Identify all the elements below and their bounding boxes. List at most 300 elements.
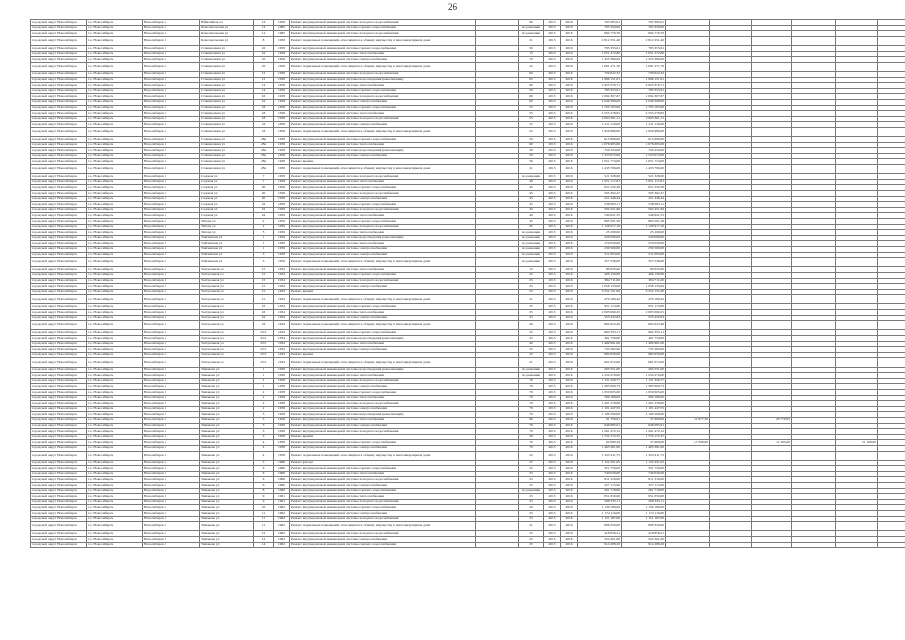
table-cell: Новосибирск г — [143, 389, 200, 395]
table-cell: Ремонт внутридомовой инженерной системы водоотведения (канализации) — [290, 367, 476, 373]
table-cell: 3 — [254, 417, 274, 423]
table-cell: 21 — [519, 36, 544, 45]
table-cell: г.о. Новосибирск — [87, 191, 143, 197]
table-cell: Новосибирск г — [143, 218, 200, 224]
table-cell: Новосибирск г — [143, 406, 200, 412]
table-cell: 55 — [519, 111, 544, 117]
table-cell — [666, 321, 710, 330]
table-cell: городской округ Новосибирск — [31, 20, 87, 26]
table-cell: 16 — [254, 45, 274, 51]
table-cell: 2015 — [544, 31, 561, 37]
table-cell: Новосибирск г — [143, 235, 200, 241]
table-cell: 20 — [254, 191, 274, 197]
table-cell: Новосибирск г — [143, 315, 200, 321]
table-cell: г.о. Новосибирск — [87, 111, 143, 117]
table-body — [31, 20, 905, 548]
table-cell: Ремонт внутридомовой инженерной системы водоотведения (канализации) — [290, 148, 476, 154]
table-cell: 1 — [254, 384, 274, 390]
table-row — [31, 36, 905, 45]
table-cell: 1 199 200,00 — [622, 412, 666, 418]
table-cell — [792, 165, 836, 174]
table-cell: 1958 — [274, 62, 290, 71]
table-row — [31, 127, 905, 136]
table-cell: 862 623,48 — [578, 321, 622, 330]
table-cell: городской округ Новосибирск — [31, 258, 87, 267]
table-cell: 1962 — [274, 542, 290, 548]
table-cell: 2016 — [561, 25, 578, 31]
table-cell: 2015 — [544, 406, 561, 412]
table-cell: Ремонт внутридомовой инженерной системы теплоснабжения — [290, 494, 476, 500]
table-cell: 1958 — [274, 179, 290, 185]
table-cell: Ремонт внутридомовой инженерной системы горячего водоснабжения — [290, 88, 476, 94]
table-cell: 735 282,00 — [622, 347, 666, 353]
table-cell: 25 — [519, 352, 544, 358]
table-cell: городской округ Новосибирск — [31, 284, 87, 290]
table-cell: 1962 — [274, 511, 290, 517]
table-cell: 28a — [254, 137, 274, 143]
table-cell: Тимакова ул — [200, 471, 254, 477]
table-cell: Садовая ул — [200, 191, 254, 197]
table-cell: 1 254 270,00 — [622, 373, 666, 379]
table-cell: 25 — [519, 542, 544, 548]
table-cell: Новосибирск г — [143, 77, 200, 83]
table-cell: Станционная ул — [200, 51, 254, 57]
table-cell — [666, 258, 710, 267]
table-cell: 2 003 060,25 — [578, 310, 622, 316]
table-cell: городской округ Новосибирск — [31, 159, 87, 165]
table-cell: 2016 — [561, 511, 578, 517]
table-cell: 2016 — [561, 429, 578, 435]
table-cell: 60 — [519, 83, 544, 89]
table-cell: 661 072,00 — [622, 358, 666, 367]
table-cell: 15 — [519, 267, 544, 273]
table-row — [31, 542, 905, 548]
table-cell: 1 139 186,00 — [578, 505, 622, 511]
table-cell: 2015 — [544, 542, 561, 548]
table-cell: г.о. Новосибирск — [87, 278, 143, 284]
table-cell: 13 — [254, 20, 274, 26]
table-cell: Ремонт подвальных помещений, относящихся к общему имуществу в многоквартирном доме — [290, 295, 476, 304]
table-cell — [710, 358, 752, 367]
table-cell: 418 856,21 — [578, 531, 622, 537]
table-cell: 1958 — [274, 174, 290, 180]
table-cell: 14 — [254, 83, 274, 89]
table-cell: Ремонт внутридомовой инженерной системы теплоснабжения — [290, 179, 476, 185]
table-cell: 259 560,00 — [578, 246, 622, 252]
table-cell: Тимакова ул — [200, 511, 254, 517]
table-cell: г.о. Новосибирск — [87, 148, 143, 154]
table-cell — [710, 451, 752, 460]
table-cell: Театральная ул — [200, 272, 254, 278]
table-cell: 2016 — [561, 51, 578, 57]
table-cell: 2015 — [544, 336, 561, 342]
table-cell: 221 446,44 — [578, 196, 622, 202]
table-cell: 60 — [519, 417, 544, 423]
table-cell: 1958 — [274, 111, 290, 117]
table-cell: Ремонт внутридомовой инженерной системы холодного водоснабжения — [290, 71, 476, 77]
table-cell — [878, 62, 905, 71]
table-cell — [752, 295, 792, 304]
table-cell: 2015 — [544, 241, 561, 247]
table-cell: 1 703 105,00 — [622, 105, 666, 111]
table-cell: Ремонт внутридомовой инженерной системы холодного водоснабжения — [290, 401, 476, 407]
table-cell — [752, 165, 792, 174]
table-cell: 2 — [254, 389, 274, 395]
table-cell: 2016 — [561, 191, 578, 197]
table-cell: 80 635,00 — [578, 267, 622, 273]
table-cell: 521 328,00 — [622, 174, 666, 180]
table-cell: Новосибирск г — [143, 412, 200, 418]
table-cell: 1958 — [274, 148, 290, 154]
table-cell: 2015 — [544, 488, 561, 494]
table-cell: 2 812 251,40 — [622, 36, 666, 45]
table-cell: 553 432,63 — [578, 315, 622, 321]
table-cell: городской округ Новосибирск — [31, 417, 87, 423]
table-cell: 20 — [519, 505, 544, 511]
table-cell: г.о. Новосибирск — [87, 358, 143, 367]
table-cell: Новосибирск г — [143, 423, 200, 429]
table-cell: Ремонт внутридомовой инженерной системы теплоснабжения — [290, 395, 476, 401]
table-cell: 2016 — [561, 412, 578, 418]
table-cell: 1 174 116,00 — [578, 511, 622, 517]
table-cell: 661 072,00 — [578, 358, 622, 367]
table-cell — [752, 62, 792, 71]
table-cell: Комсомольская ул — [200, 36, 254, 45]
table-cell: Тимакова ул — [200, 488, 254, 494]
table-cell: 2016 — [561, 230, 578, 236]
table-cell: Новосибирск г — [143, 116, 200, 122]
table-cell: 2015 — [544, 116, 561, 122]
table-cell: Новосибирск г — [143, 358, 200, 367]
table-cell: 2015 — [544, 341, 561, 347]
table-cell: 12 — [254, 531, 274, 537]
table-cell: 2015 — [544, 505, 561, 511]
table-cell: Новосибирск г — [143, 531, 200, 537]
table-cell: Новосибирск г — [143, 174, 200, 180]
table-cell: 1959 — [274, 258, 290, 267]
table-cell: 1960 — [274, 460, 290, 466]
table-cell: 1 174 116,00 — [622, 511, 666, 517]
table-cell — [752, 451, 792, 460]
table-cell: 2015 — [544, 445, 561, 451]
table-cell: 1 463 381,00 — [578, 445, 622, 451]
table-cell: 70 — [519, 401, 544, 407]
table-cell — [836, 542, 878, 548]
table-cell: 6 — [254, 471, 274, 477]
table-cell: Ремонт внутридомовой инженерной системы холодного водоснабжения — [290, 207, 476, 213]
table-cell: 25 — [519, 330, 544, 336]
table-cell: 2016 — [561, 224, 578, 230]
table-cell: 1 211 116,00 — [578, 122, 622, 128]
table-cell: 524 261,00 — [622, 537, 666, 543]
table-cell: 15 — [254, 278, 274, 284]
table-cell: Театральная ул — [200, 315, 254, 321]
table-cell: 2015 — [544, 88, 561, 94]
table-cell: 2015 — [544, 25, 561, 31]
table-cell: Театральная ул — [200, 341, 254, 347]
table-cell: 357 236,00 — [622, 258, 666, 267]
table-cell: 1 996 151,61 — [622, 77, 666, 83]
table-cell: 1 051 774,00 — [622, 159, 666, 165]
table-cell: 60 — [519, 142, 544, 148]
table-cell: городской округ Новосибирск — [31, 378, 87, 384]
table-cell: 25 — [519, 537, 544, 543]
table-cell: Станционная ул — [200, 153, 254, 159]
table-cell: г.о. Новосибирск — [87, 373, 143, 379]
table-cell: 2 812 251,40 — [578, 36, 622, 45]
table-cell: 763 385,61 — [578, 20, 622, 26]
table-cell: 1959 — [274, 230, 290, 236]
table-cell: 3 — [254, 252, 274, 258]
table-cell: Ремонт внутридомовой инженерной системы электроснабжения — [290, 423, 476, 429]
table-cell: городской округ Новосибирск — [31, 358, 87, 367]
table-cell — [476, 358, 519, 367]
table-cell: 2015 — [544, 105, 561, 111]
table-cell: 40 — [519, 179, 544, 185]
table-cell: 740 026,00 — [622, 471, 666, 477]
table-cell: 70 — [519, 412, 544, 418]
table-cell — [752, 542, 792, 548]
table-cell: Ремонт внутридомовой инженерной системы холодного водоснабжения — [290, 116, 476, 122]
table-cell: Новосибирск г — [143, 445, 200, 451]
table-cell: 351 750,00 — [578, 466, 622, 472]
table-cell: Новосибирск г — [143, 20, 200, 26]
table-cell: г.о. Новосибирск — [87, 71, 143, 77]
table-cell: г.о. Новосибирск — [87, 310, 143, 316]
table-cell: г.о. Новосибирск — [87, 202, 143, 208]
table-cell: 2016 — [561, 384, 578, 390]
table-cell: Ремонт внутридомовой инженерной системы электроснабжения — [290, 511, 476, 517]
table-cell: Комсомольская ул — [200, 31, 254, 37]
table-cell: Ремонт внутридомовой инженерной системы холодного водоснабжения — [290, 429, 476, 435]
table-cell: Новосибирск г — [143, 191, 200, 197]
table-cell: городской округ Новосибирск — [31, 174, 87, 180]
table-cell: 16 — [254, 94, 274, 100]
table-row — [31, 62, 905, 71]
table-cell: 1958 — [274, 440, 290, 446]
table-cell: городской округ Новосибирск — [31, 224, 87, 230]
table-cell: 569 166,00 — [578, 395, 622, 401]
table-cell: 2016 — [561, 258, 578, 267]
table-cell: 2016 — [561, 207, 578, 213]
table-cell: 270 050,00 — [622, 241, 666, 247]
table-cell: г.о. Новосибирск — [87, 137, 143, 143]
table-cell: 60 — [519, 94, 544, 100]
table-cell: Садовая ул — [200, 207, 254, 213]
table-cell: 229 090,00 — [622, 235, 666, 241]
table-cell: Ремонт внутридомовой инженерной системы холодного водоснабжения — [290, 378, 476, 384]
table-cell: 1959 — [274, 213, 290, 219]
table-cell: г.о. Новосибирск — [87, 45, 143, 51]
table-cell: г.о. Новосибирск — [87, 62, 143, 71]
table-cell: 2015 — [544, 252, 561, 258]
table-cell: 1 325 386,00 — [622, 57, 666, 63]
table-cell: Ремонт внутридомовой инженерной системы холодного водоснабжения — [290, 191, 476, 197]
table-cell: Новосибирск г — [143, 516, 200, 522]
table-cell: 2016 — [561, 165, 578, 174]
table-cell: городской округ Новосибирск — [31, 142, 87, 148]
table-cell: 1934 — [274, 304, 290, 310]
table-cell: 1934 — [274, 295, 290, 304]
table-cell: 11 677,56 — [666, 417, 710, 423]
table-cell: 2 923 370,71 — [578, 83, 622, 89]
table-cell: г.о. Новосибирск — [87, 522, 143, 531]
table-cell: 2015 — [544, 531, 561, 537]
table-cell — [666, 36, 710, 45]
table-cell: 2015 — [544, 434, 561, 440]
table-cell: 2016 — [561, 241, 578, 247]
table-cell: Ремонт внутридомовой инженерной системы электроснабжения — [290, 99, 476, 105]
table-cell: городской округ Новосибирск — [31, 412, 87, 418]
table-cell: 2015 — [544, 483, 561, 489]
table-cell: Ремонт внутридомовой инженерной системы электроснабжения — [290, 406, 476, 412]
table-cell: 22 — [519, 127, 544, 136]
table-cell: городской округ Новосибирск — [31, 153, 87, 159]
table-cell: 505 362,47 — [622, 191, 666, 197]
capital-repair-table — [30, 19, 905, 548]
table-cell: 2016 — [561, 471, 578, 477]
table-cell: 1934 — [274, 315, 290, 321]
table-cell — [878, 451, 905, 460]
table-cell: г.о. Новосибирск — [87, 542, 143, 548]
table-cell: 2 049 398,00 — [622, 99, 666, 105]
table-cell: 1 051 774,00 — [578, 159, 622, 165]
table-cell: 2016 — [561, 406, 578, 412]
table-cell: 265 551,00 — [622, 367, 666, 373]
table-cell: 1934 — [274, 330, 290, 336]
table-cell: 646 085,61 — [578, 423, 622, 429]
table-cell: Театральная ул — [200, 352, 254, 358]
table-cell — [476, 36, 519, 45]
table-cell: 10 — [254, 57, 274, 63]
table-cell: 25 — [519, 460, 544, 466]
table-cell: 2016 — [561, 477, 578, 483]
table-cell: 1961 — [274, 499, 290, 505]
table-cell: 8 — [254, 36, 274, 45]
table-cell: 25 — [519, 336, 544, 342]
table-cell: 806 350,00 — [578, 522, 622, 531]
table-cell: Новосибирск г — [143, 57, 200, 63]
table-cell: Тимакова ул — [200, 460, 254, 466]
table-cell: г.о. Новосибирск — [87, 218, 143, 224]
table-cell: 2016 — [561, 116, 578, 122]
table-cell: 914 288,20 — [578, 542, 622, 548]
table-cell: городской округ Новосибирск — [31, 196, 87, 202]
table-cell: 406 156,00 — [622, 272, 666, 278]
table-cell: 1 463 381,00 — [622, 445, 666, 451]
table-cell: 1 395 000,73 — [578, 384, 622, 390]
table-cell: 2016 — [561, 137, 578, 143]
table-cell: по решению — [519, 174, 544, 180]
table-cell: Ремонт внутридомовой инженерной системы холодного водоснабжения — [290, 516, 476, 522]
table-cell: 25 200,00 — [622, 230, 666, 236]
table-cell: 2015 — [544, 51, 561, 57]
table-cell: 25 — [519, 304, 544, 310]
table-cell: Тимакова ул — [200, 367, 254, 373]
table-cell: Ремонт внутридомовой инженерной системы электроснабжения — [290, 153, 476, 159]
table-cell: 21 190,00 — [836, 440, 878, 446]
table-cell: городской округ Новосибирск — [31, 406, 87, 412]
table-cell: 25/1 — [254, 352, 274, 358]
table-cell: 2015 — [544, 235, 561, 241]
table-cell: 1958 — [274, 142, 290, 148]
table-cell: Ремонт внутридомовой инженерной системы электроснабжения — [290, 252, 476, 258]
table-cell: 2015 — [544, 148, 561, 154]
table-cell: Станционная ул — [200, 99, 254, 105]
table-cell: 14 — [254, 542, 274, 548]
table-cell: Новосибирск г — [143, 45, 200, 51]
table-cell: Тимакова ул — [200, 384, 254, 390]
table-cell: 811 316,00 — [578, 477, 622, 483]
table-cell: 1 211 116,00 — [622, 122, 666, 128]
table-cell: Новосибирск г — [143, 202, 200, 208]
table-cell — [476, 165, 519, 174]
table-cell: Ремонт внутридомовой инженерной системы электроснабжения — [290, 384, 476, 390]
table-cell: Садовая ул — [200, 185, 254, 191]
table-cell: 25/1 — [254, 330, 274, 336]
table-cell: 1 754 172,37 — [622, 434, 666, 440]
table-cell: 21 — [519, 295, 544, 304]
table-row — [31, 258, 905, 267]
table-cell — [710, 295, 752, 304]
table-cell: Новосибирск г — [143, 258, 200, 267]
table-cell: 740 026,00 — [578, 471, 622, 477]
table-cell: 2016 — [561, 159, 578, 165]
table-cell: городской округ Новосибирск — [31, 310, 87, 316]
table-cell: 2 003 301,11 — [578, 116, 622, 122]
table-cell: Новосибирск г — [143, 71, 200, 77]
table-cell: 11 595,00 — [752, 440, 792, 446]
table-cell: Ремонт внутридомовой инженерной системы электроснабжения — [290, 445, 476, 451]
table-cell: 2016 — [561, 196, 578, 202]
table-cell: 70 — [519, 406, 544, 412]
table-cell: 662 355,11 — [622, 330, 666, 336]
table-cell: 2016 — [561, 395, 578, 401]
table-cell: городской округ Новосибирск — [31, 516, 87, 522]
table-cell: городской округ Новосибирск — [31, 241, 87, 247]
table-cell: 2016 — [561, 341, 578, 347]
table-cell: Ремонт подвальных помещений, относящихся к общему имуществу в многоквартирном доме — [290, 127, 476, 136]
table-cell: 2016 — [561, 252, 578, 258]
table-cell: Ремонт крыши — [290, 159, 476, 165]
table-cell: 568 335,11 — [578, 499, 622, 505]
table-cell: 15 — [254, 295, 274, 304]
table-cell: г.о. Новосибирск — [87, 179, 143, 185]
table-cell: Тимакова ул — [200, 516, 254, 522]
table-cell: Ремонт внутридомовой инженерной системы электроснабжения — [290, 246, 476, 252]
table-cell: 15 — [254, 272, 274, 278]
table-cell: Ремонт внутридомовой инженерной системы водоотведения (канализации) — [290, 412, 476, 418]
table-cell: г.о. Новосибирск — [87, 505, 143, 511]
table-cell: 502 451,66 — [578, 207, 622, 213]
table-cell: Новосибирск г — [143, 373, 200, 379]
table-cell: 2016 — [561, 36, 578, 45]
table-cell: г.о. Новосибирск — [87, 267, 143, 273]
table-cell — [710, 36, 752, 45]
table-cell: 1934 — [274, 336, 290, 342]
table-cell: Новосибирск г — [143, 378, 200, 384]
table-cell: г.о. Новосибирск — [87, 477, 143, 483]
table-cell: Станционная ул — [200, 127, 254, 136]
table-cell: городской округ Новосибирск — [31, 179, 87, 185]
table-cell: 25 — [519, 516, 544, 522]
table-cell: г.о. Новосибирск — [87, 165, 143, 174]
table-cell: Тимакова ул — [200, 401, 254, 407]
table-cell: 2015 — [544, 99, 561, 105]
table-cell: Садовая ул — [200, 213, 254, 219]
table-cell: 1959 — [274, 218, 290, 224]
table-cell: 1 126 917,16 — [622, 224, 666, 230]
